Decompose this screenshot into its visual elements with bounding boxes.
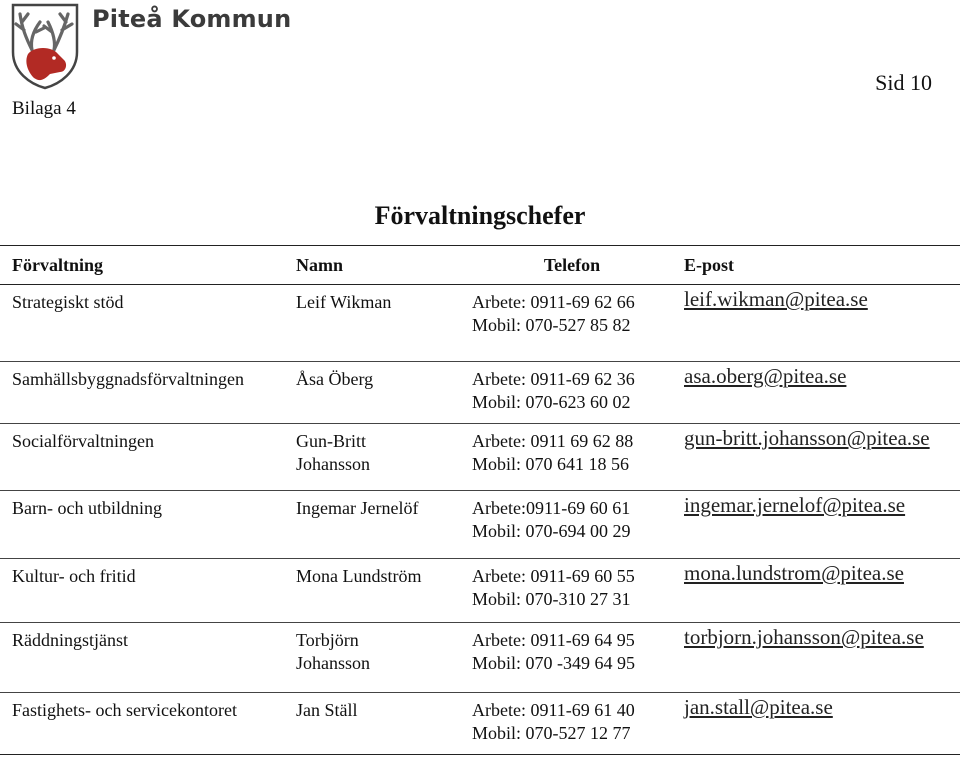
name-cell: Leif Wikman bbox=[290, 285, 472, 362]
table-row bbox=[0, 693, 960, 755]
work-phone: Arbete: 0911-69 62 66 bbox=[472, 292, 635, 312]
department-cell: Strategiskt stöd bbox=[0, 285, 290, 362]
table-header-row bbox=[0, 246, 960, 285]
work-phone: Arbete: 0911-69 61 40 bbox=[472, 700, 635, 720]
email-link[interactable]: gun-britt.johansson@pitea.se bbox=[672, 424, 960, 491]
department-cell: Fastighets- och servicekontoret bbox=[0, 693, 290, 755]
email-link[interactable]: jan.stall@pitea.se bbox=[672, 693, 960, 755]
name-cell: Ingemar Jernelöf bbox=[290, 491, 472, 559]
email-link[interactable]: torbjorn.johansson@pitea.se bbox=[672, 623, 960, 693]
column-header-email: E-post bbox=[672, 246, 960, 285]
name-cell: Jan Ställ bbox=[290, 693, 472, 755]
mobile-phone: Mobil: 070-310 27 31 bbox=[472, 589, 631, 609]
column-header-name: Namn bbox=[290, 246, 472, 285]
column-header-phone: Telefon bbox=[472, 246, 672, 285]
page-number: Sid 10 bbox=[875, 70, 932, 95]
table-row bbox=[0, 285, 960, 362]
work-phone: Arbete: 0911-69 60 55 bbox=[472, 566, 635, 586]
work-phone: Arbete:0911-69 60 61 bbox=[472, 498, 631, 518]
page-title: Förvaltningschefer bbox=[374, 201, 586, 230]
appendix-label: Bilaga 4 bbox=[12, 98, 76, 119]
mobile-phone: Mobil: 070 641 18 56 bbox=[472, 454, 630, 474]
department-cell: Räddningstjänst bbox=[0, 623, 290, 693]
phone-cell bbox=[472, 559, 672, 623]
work-phone: Arbete: 0911 69 62 88 bbox=[472, 431, 634, 451]
table-row bbox=[0, 623, 960, 693]
mobile-phone: Mobil: 070-694 00 29 bbox=[472, 521, 631, 541]
phone-cell bbox=[472, 623, 672, 693]
name-cell: Mona Lundström bbox=[290, 559, 472, 623]
table-row bbox=[0, 362, 960, 424]
name-cell: Gun-Britt Johansson bbox=[290, 424, 472, 491]
mobile-phone: Mobil: 070 -349 64 95 bbox=[472, 653, 636, 673]
department-cell: Samhällsbyggnadsförvaltningen bbox=[0, 362, 290, 424]
email-link[interactable]: asa.oberg@pitea.se bbox=[672, 362, 960, 424]
mobile-phone: Mobil: 070-527 85 82 bbox=[472, 315, 631, 335]
department-heads-table bbox=[0, 245, 960, 755]
work-phone: Arbete: 0911-69 64 95 bbox=[472, 630, 635, 650]
department-cell: Barn- och utbildning bbox=[0, 491, 290, 559]
department-cell: Kultur- och fritid bbox=[0, 559, 290, 623]
table-row bbox=[0, 559, 960, 623]
mobile-phone: Mobil: 070-623 60 02 bbox=[472, 392, 631, 412]
name-cell: Åsa Öberg bbox=[290, 362, 472, 424]
phone-cell bbox=[472, 362, 672, 424]
table-row bbox=[0, 424, 960, 491]
email-link[interactable]: mona.lundstrom@pitea.se bbox=[672, 559, 960, 623]
table-row bbox=[0, 491, 960, 559]
email-link[interactable]: ingemar.jernelof@pitea.se bbox=[672, 491, 960, 559]
department-cell: Socialförvaltningen bbox=[0, 424, 290, 491]
phone-cell bbox=[472, 285, 672, 362]
mobile-phone: Mobil: 070-527 12 77 bbox=[472, 723, 631, 743]
name-cell: Torbjörn Johansson bbox=[290, 623, 472, 693]
phone-cell bbox=[472, 424, 672, 491]
organization-name: Piteå Kommun bbox=[92, 5, 292, 33]
column-header-department: Förvaltning bbox=[0, 246, 290, 285]
email-link[interactable]: leif.wikman@pitea.se bbox=[672, 285, 960, 362]
phone-cell bbox=[472, 491, 672, 559]
phone-cell bbox=[472, 693, 672, 755]
pitea-coat-of-arms-logo bbox=[10, 2, 80, 90]
work-phone: Arbete: 0911-69 62 36 bbox=[472, 369, 635, 389]
